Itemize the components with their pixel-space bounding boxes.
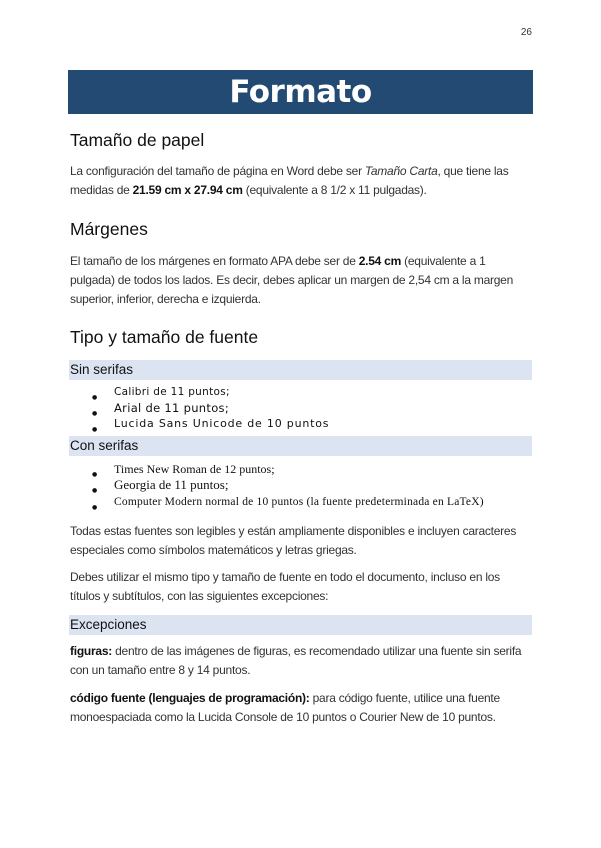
margins-paragraph — [70, 252, 532, 309]
section-heading-fonts: Tipo y tamaño de fuente — [70, 327, 259, 347]
fonts-paragraph-1: Todas estas fuentes son legibles y están ampliamente disponibles e incluyen caracteres especiales como símbolos matemáticos y letras griegas. — [70, 524, 517, 557]
subheading-exceptions: Excepciones — [69, 615, 532, 635]
section-heading-paper-size: Tamaño de papel — [70, 130, 205, 150]
list-item: ● Georgia de 11 puntos; — [70, 477, 532, 493]
exception-figures — [70, 642, 532, 680]
margins-text-1: El tamaño de los márgenes en formato APA debe ser de — [70, 254, 359, 268]
paper-dimensions: 21.59 cm x 27.94 cm — [132, 183, 243, 197]
section-heading-margins: Márgenes — [70, 219, 148, 239]
serif-list — [70, 461, 532, 509]
list-item: ● Computer Modern normal de 10 puntos (la fuente predeterminada en LaTeX) — [70, 495, 532, 509]
exception-figures-text: dentro de las imágenes de figuras, es recomendado utilizar una fuente sin serifa con un tamaño entre 8 y 14 puntos. — [70, 644, 522, 677]
subheading-serif: Con serifas — [69, 436, 532, 456]
paper-text-emphasis: Tamaño Carta — [364, 164, 438, 178]
subheading-sans-serif: Sin serifas — [69, 360, 532, 380]
list-item: ● Lucida Sans Unicode de 10 puntos — [70, 416, 532, 432]
list-item: ● Times New Roman de 12 puntos; — [70, 461, 532, 477]
list-item: ● Calibri de 11 puntos; — [70, 384, 532, 400]
margins-size: 2.54 cm — [358, 254, 402, 268]
page-number: 26 — [520, 27, 532, 38]
paper-text-1: La configuración del tamaño de página en Word debe ser — [70, 164, 365, 178]
paper-text-2: , que tiene las medidas de — [70, 164, 509, 197]
exception-code-text: para código fuente, utilice una fuente monoespaciada como la Lucida Console de 10 puntos o Courier New de 10 puntos. — [70, 691, 500, 724]
exception-figures-label: figuras: — [70, 644, 113, 658]
exception-code — [70, 689, 532, 727]
paper-size-paragraph — [70, 162, 532, 200]
sans-serif-list — [70, 384, 532, 432]
exception-code-label: código fuente (lenguajes de programación): — [70, 691, 310, 705]
fonts-paragraph-2: Debes utilizar el mismo tipo y tamaño de fuente en todo el documento, incluso en los títulos y subtítulos, con las siguientes excepciones: — [70, 570, 500, 603]
list-item: ● Arial de 11 puntos; — [70, 400, 532, 416]
page-title: Formato — [68, 70, 533, 114]
paper-text-3: (equivalente a 8 1/2 x 11 pulgadas). — [242, 183, 427, 197]
margins-text-2: (equivalente a 1 pulgada) de todos los lados. Es decir, debes aplicar un margen de 2,54 cm a la margen superior, inferior, derecha e izquierda. — [70, 254, 514, 306]
document-body — [70, 126, 532, 727]
